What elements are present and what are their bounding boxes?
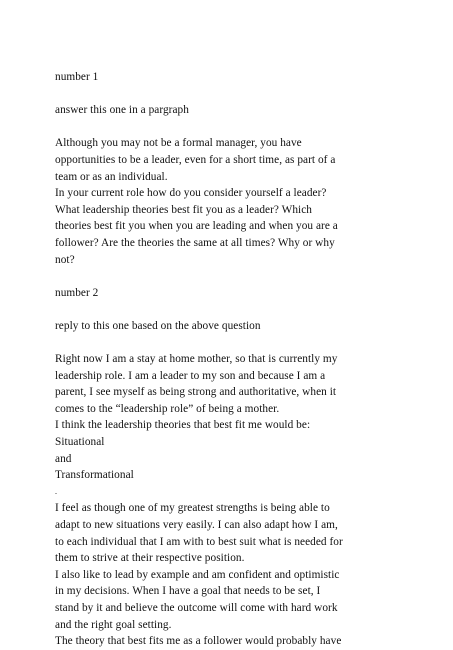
paragraph-spacer (55, 301, 400, 318)
paragraph (55, 285, 400, 302)
paragraph-spacer (55, 268, 400, 285)
text-line: parent, I see myself as being strong and authoritative, when it (55, 386, 337, 399)
text-line: In your current role how do you consider yourself a leader? (55, 187, 327, 200)
text-line: follower? Are the theories the same at all times? Why or why (55, 236, 335, 249)
text-line: Situational (55, 436, 105, 449)
text-line: and (55, 452, 72, 465)
document-body (55, 69, 400, 650)
text-line: team or as an individual. (55, 170, 168, 183)
text-line: them to strive at their respective position. (55, 552, 245, 565)
text-line: number 2 (55, 286, 99, 299)
paragraph (55, 135, 400, 268)
text-line: opportunities to be a leader, even for a short time, as part of a (55, 153, 336, 166)
text-line: reply to this one based on the above question (55, 319, 261, 332)
paragraph (55, 69, 400, 86)
text-line: comes to the “leadership role” of being a mother. (55, 402, 280, 415)
text-line: leadership role. I am a leader to my son and because I am a (55, 369, 326, 382)
text-line: and the right goal setting. (55, 618, 172, 631)
paragraph (55, 102, 400, 119)
text-line: The theory that best fits me as a follower would probably have (55, 635, 342, 648)
paragraph-spacer (55, 335, 400, 352)
text-line: . (55, 486, 58, 496)
text-line: Right now I am a stay at home mother, so that is currently my (55, 353, 338, 366)
paragraph-spacer (55, 86, 400, 103)
text-line: in my decisions. When I have a goal that needs to be set, I (55, 585, 321, 598)
text-line: number 1 (55, 71, 99, 83)
text-line: Transformational (55, 469, 134, 482)
text-line: theories best fit you when you are leading and when you are a (55, 220, 338, 233)
paragraph (55, 351, 400, 650)
text-line: What leadership theories best fit you as a leader? Which (55, 203, 312, 216)
text-line: I also like to lead by example and am confident and optimistic (55, 568, 340, 581)
text-line: adapt to new situations very easily. I can also adapt how I am, (55, 519, 338, 532)
paragraph-spacer (55, 119, 400, 136)
text-line: not? (55, 253, 75, 266)
text-line: stand by it and believe the outcome will come with hard work (55, 602, 338, 614)
text-line: Although you may not be a formal manager, you have (55, 137, 302, 150)
text-line: answer this one in a pargraph (55, 104, 189, 117)
text-line: to each individual that I am with to best suit what is needed for (55, 535, 343, 548)
text-line: I think the leadership theories that best fit me would be: (55, 419, 311, 432)
text-line: I feel as though one of my greatest strengths is being able to (55, 502, 330, 515)
paragraph (55, 318, 400, 335)
